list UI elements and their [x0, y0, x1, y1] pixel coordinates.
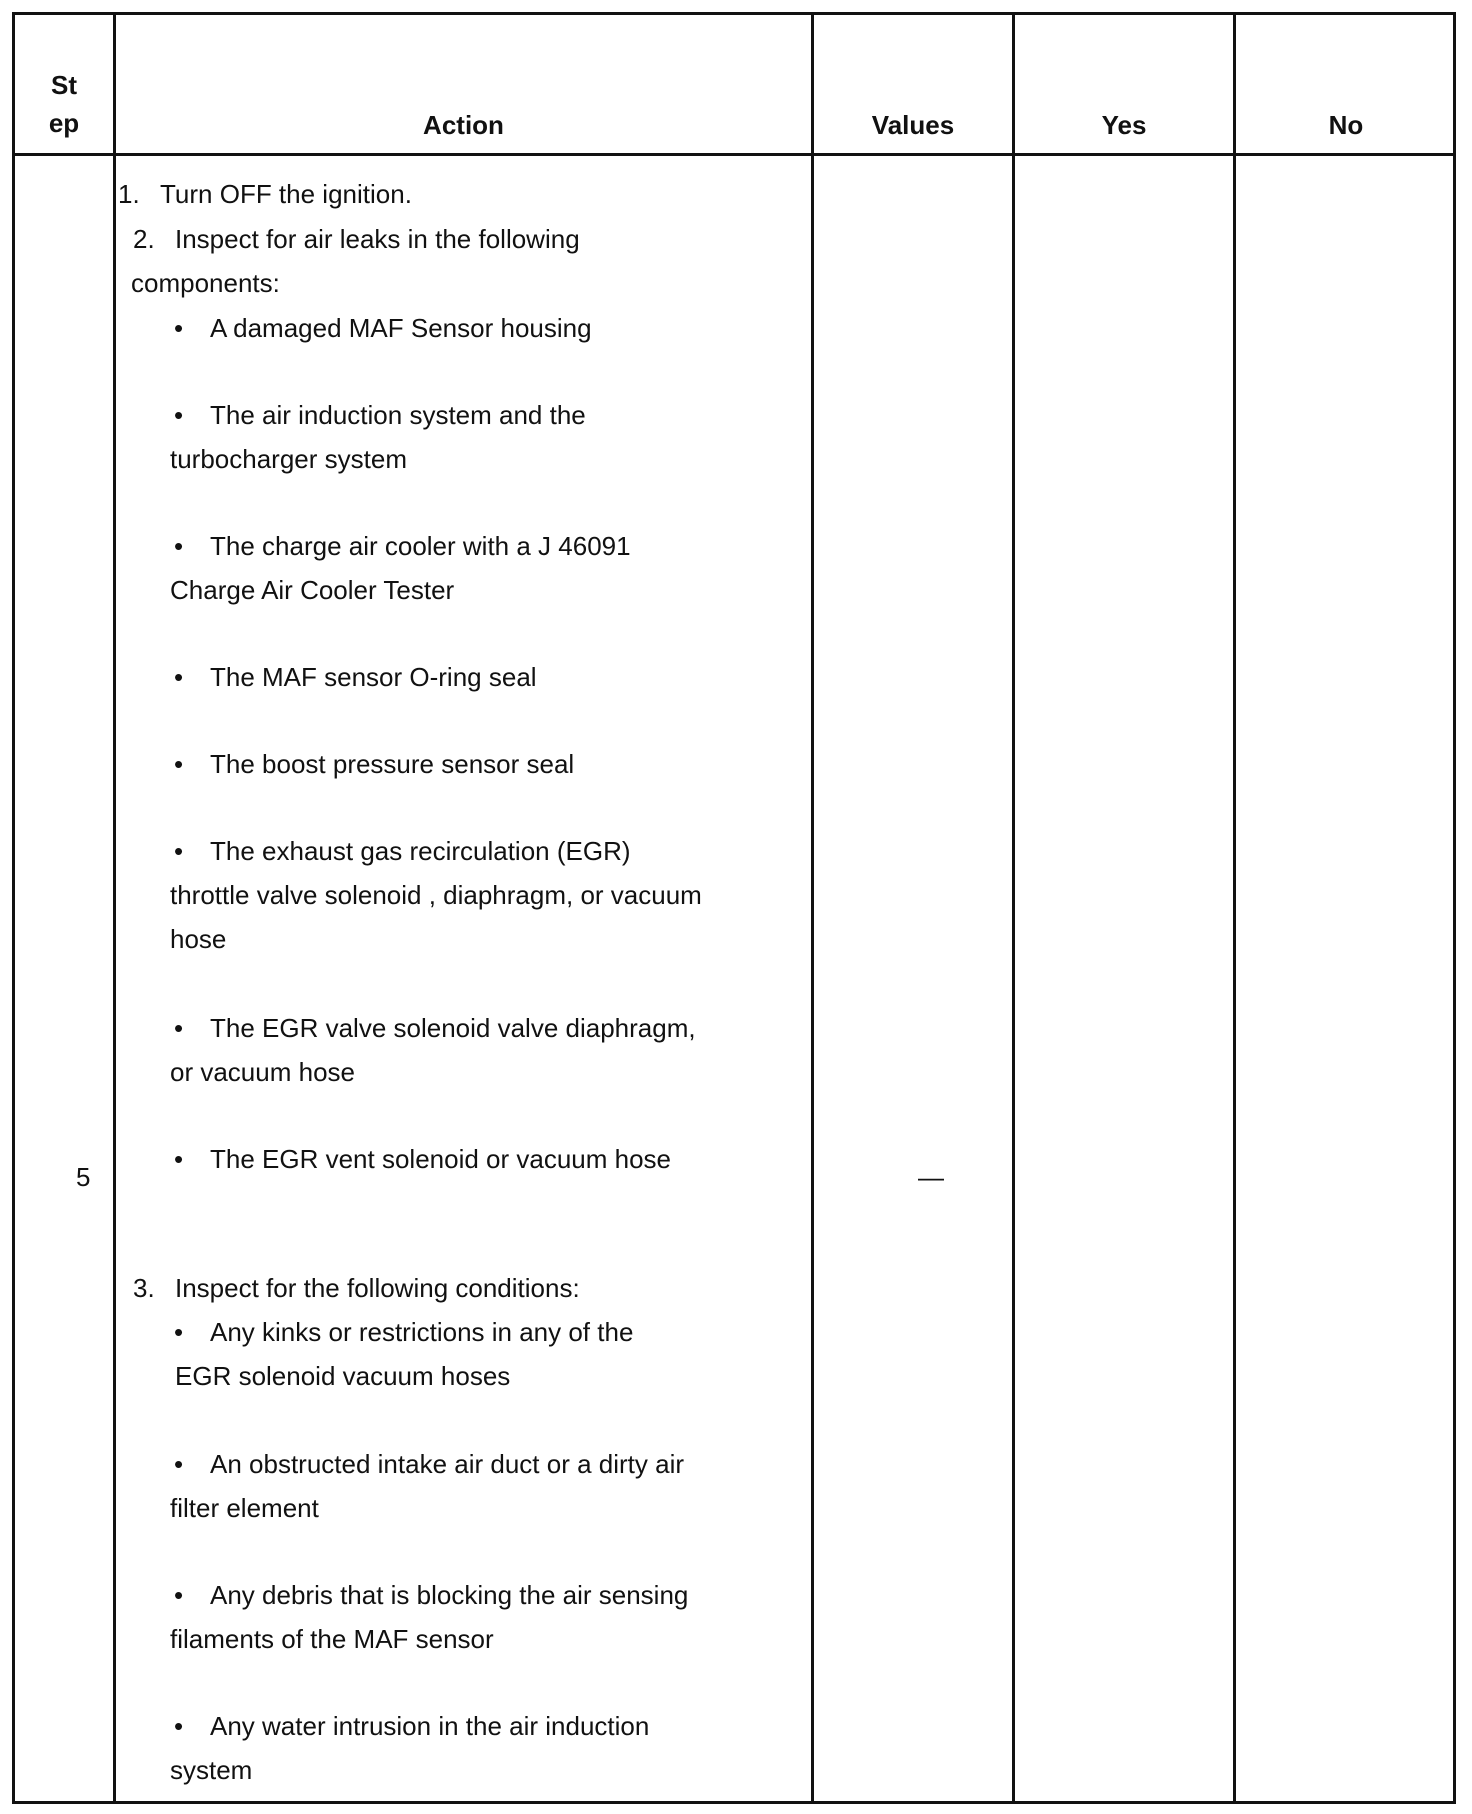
action-step-1-number: 1. [118, 179, 140, 209]
action-step-1 [118, 172, 412, 216]
list-item-continuation: EGR solenoid vacuum hoses [175, 1361, 511, 1391]
list-item [170, 742, 574, 786]
list-item-text: A damaged MAF Sensor housing [210, 313, 592, 343]
bullet-icon: • [174, 1144, 184, 1174]
values-cell: — [918, 1162, 944, 1192]
action-step-3-number: 3. [133, 1273, 155, 1303]
list-item-text: The exhaust gas recirculation (EGR) [210, 836, 631, 866]
list-item [170, 1704, 649, 1748]
list-item-continuation: filter element [170, 1493, 319, 1523]
list-item [170, 829, 631, 873]
list-item-text: The EGR vent solenoid or vacuum hose [210, 1144, 672, 1174]
list-item [170, 1137, 671, 1181]
action-step-3-text: Inspect for the following conditions: [175, 1273, 580, 1303]
action-step-2-text: Inspect for air leaks in the following [175, 224, 580, 254]
list-item [170, 306, 592, 350]
list-item-text: The MAF sensor O-ring seal [210, 662, 537, 692]
header-step [15, 66, 113, 142]
list-item-text: Any kinks or restrictions in any of the [210, 1317, 634, 1347]
list-item-continuation: hose [170, 924, 227, 954]
list-item-text: Any water intrusion in the air induction [210, 1711, 650, 1741]
action-step-2-number: 2. [133, 224, 155, 254]
action-step-1-text: Turn OFF the ignition. [160, 179, 412, 209]
bullet-icon: • [174, 1711, 184, 1741]
list-item-continuation: filaments of the MAF sensor [170, 1624, 494, 1654]
list-item [170, 524, 631, 568]
list-item-text: The EGR valve solenoid valve diaphragm, [210, 1013, 696, 1043]
header-step-line1: St [51, 70, 77, 100]
header-values: Values [871, 110, 955, 140]
list-item [170, 1442, 684, 1486]
list-item-text: The charge air cooler with a J 46091 [210, 531, 631, 561]
list-item-continuation: throttle valve solenoid , diaphragm, or vacuum [170, 880, 702, 910]
list-item-text: Any debris that is blocking the air sensing [210, 1580, 689, 1610]
list-item [170, 1006, 696, 1050]
action-step-2 [133, 217, 580, 261]
bullet-icon: • [174, 662, 184, 692]
header-no: No [1328, 110, 1364, 140]
list-item-continuation: or vacuum hose [170, 1057, 355, 1087]
list-item-continuation: turbocharger system [170, 444, 407, 474]
bullet-icon: • [174, 313, 184, 343]
bullet-icon: • [174, 531, 184, 561]
column-divider-yes [1233, 12, 1236, 1804]
list-item-continuation: system [170, 1755, 253, 1785]
list-item-text: The boost pressure sensor seal [210, 749, 575, 779]
bullet-icon: • [174, 400, 184, 430]
bullet-icon: • [174, 749, 184, 779]
list-item [170, 655, 537, 699]
header-yes: Yes [1101, 110, 1147, 140]
action-step-2-continuation: components: [131, 268, 280, 298]
bullet-icon: • [174, 1580, 184, 1610]
column-divider-step [113, 12, 116, 1804]
list-item-text: An obstructed intake air duct or a dirty air [210, 1449, 685, 1479]
list-item [170, 393, 586, 437]
list-item [170, 1310, 633, 1354]
header-action: Action [423, 110, 504, 140]
header-step-line2: ep [48, 108, 80, 138]
list-item-text: The air induction system and the [210, 400, 586, 430]
column-divider-values [1012, 12, 1015, 1804]
bullet-icon: • [174, 836, 184, 866]
bullet-icon: • [174, 1449, 184, 1479]
column-divider-action [811, 12, 814, 1804]
list-item [170, 1573, 688, 1617]
bullet-icon: • [174, 1013, 184, 1043]
step-number: 5 [76, 1162, 91, 1192]
header-divider [12, 153, 1456, 156]
action-step-3 [133, 1266, 580, 1310]
bullet-icon: • [174, 1317, 184, 1347]
list-item-continuation: Charge Air Cooler Tester [170, 575, 455, 605]
